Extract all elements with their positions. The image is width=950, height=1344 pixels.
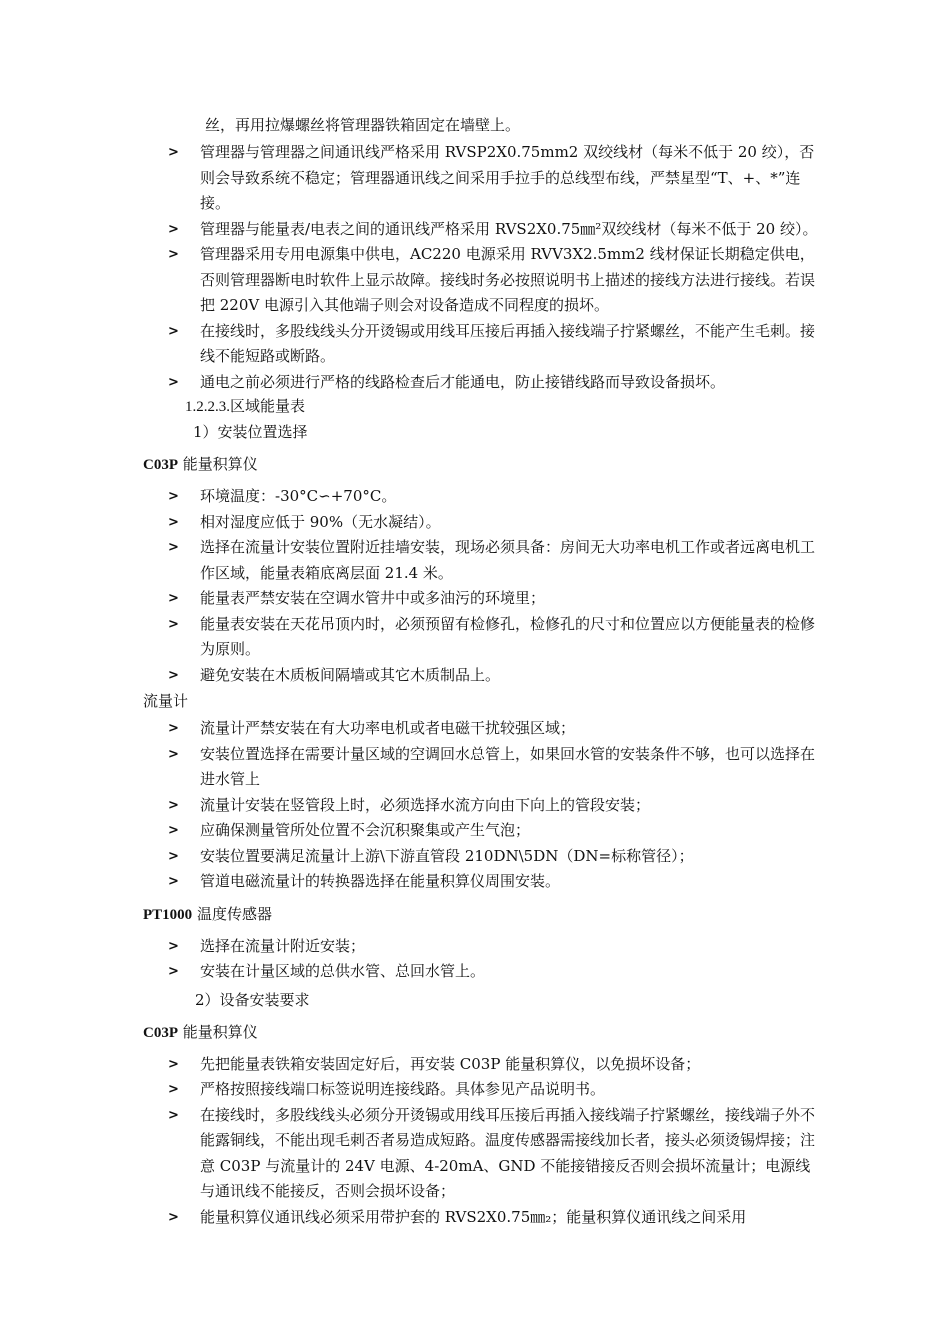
list-item: > 先把能量表铁箱安装固定好后，再安装 C03P 能量积算仪，以免损坏设备； bbox=[143, 1052, 823, 1078]
bullet-arrow-icon: > bbox=[168, 247, 179, 262]
list-item: > 管理器与管理器之间通讯线严格采用 RVSP2X0.75mm2 双绞线材（每米不低于 20 绞），否则会导致系统不稳定；管理器通讯线之间采用手拉手的总线型布线，严禁星型“T、+、*”连接。 bbox=[143, 140, 823, 217]
section-title-c03p-install: C03P 能量积算仪 bbox=[143, 1022, 258, 1041]
section-title-pt1000: PT1000 温度传感器 bbox=[143, 904, 272, 923]
subheading-install-requirements: 2）设备安装要求 bbox=[195, 990, 310, 1009]
list-item: > 安装在计量区域的总供水管、总回水管上。 bbox=[143, 959, 823, 985]
pt1000-location-list bbox=[143, 934, 823, 985]
bullet-arrow-icon: > bbox=[168, 323, 179, 339]
bullet-arrow-icon: > bbox=[168, 938, 179, 954]
list-item: > 流量计安装在竖管段上时，必须选择水流方向由下向上的管段安装； bbox=[143, 793, 823, 819]
subheading-install-location: 1）安装位置选择 bbox=[193, 423, 308, 441]
bullet-arrow-icon: > bbox=[168, 746, 179, 762]
list-item: > 选择在流量计安装位置附近挂墙安装，现场必须具备：房间无大功率电机工作或者远离电机工作区域，能量表箱底离层面 21.4 米。 bbox=[143, 535, 823, 586]
list-item: > 安装位置要满足流量计上游\下游直管段 210DN\5DN（DN=标称管径）； bbox=[143, 844, 823, 870]
bullet-arrow-icon: > bbox=[168, 797, 179, 813]
list-item: > 严格按照接线端口标签说明连接线路。具体参见产品说明书。 bbox=[143, 1077, 823, 1103]
bullet-arrow-icon: > bbox=[168, 374, 179, 390]
bullet-arrow-icon: > bbox=[168, 874, 179, 889]
section-title-c03p: C03P 能量积算仪 bbox=[143, 455, 258, 473]
list-item: > 避免安装在木质板间隔墙或其它木质制品上。 bbox=[143, 663, 823, 689]
list-item: > 安装位置选择在需要计量区域的空调回水总管上，如果回水管的安装条件不够，也可以选择在进水管上 bbox=[143, 742, 823, 793]
section-heading-area-meter: 1.2.2.3.区域能量表 bbox=[185, 399, 306, 415]
list-item: > 在接线时，多股线线头分开烫锡或用线耳压接后再插入接线端子拧紧螺丝，不能产生毛刺。接线不能短路或断路。 bbox=[143, 319, 823, 370]
bullet-arrow-icon: > bbox=[168, 221, 179, 237]
list-item: > 应确保测量管所处位置不会沉积聚集或产生气泡； bbox=[143, 818, 823, 844]
list-item: > 通电之前必须进行严格的线路检查后才能通电，防止接错线路而导致设备损坏。 bbox=[143, 370, 823, 396]
list-item: > 环境温度：-30°C∽+70°C。 bbox=[143, 484, 823, 510]
bullet-arrow-icon: > bbox=[168, 540, 179, 555]
list-item: > 相对湿度应低于 90%（无水凝结）。 bbox=[143, 510, 823, 536]
bullet-arrow-icon: > bbox=[168, 145, 179, 160]
bullet-arrow-icon: > bbox=[168, 616, 179, 632]
bullet-arrow-icon: > bbox=[168, 1209, 179, 1225]
bullet-arrow-icon: > bbox=[168, 514, 179, 530]
list-item: > 选择在流量计附近安装； bbox=[143, 934, 823, 960]
list-item: > 流量计严禁安装在有大功率电机或者电磁干扰较强区域； bbox=[143, 716, 823, 742]
flowmeter-location-list bbox=[143, 716, 823, 895]
bullet-arrow-icon: > bbox=[168, 823, 179, 838]
bullet-arrow-icon: > bbox=[168, 489, 179, 504]
bullet-arrow-icon: > bbox=[168, 667, 179, 683]
bullet-arrow-icon: > bbox=[168, 1107, 179, 1123]
bullet-arrow-icon: > bbox=[168, 591, 179, 606]
list-item: > 能量表安装在天花吊顶内时，必须预留有检修孔，检修孔的尺寸和位置应以方便能量表的检修为原则。 bbox=[143, 612, 823, 663]
bullet-arrow-icon: > bbox=[168, 1056, 179, 1072]
bullet-arrow-icon: > bbox=[168, 964, 179, 979]
list-item: > 在接线时，多股线线头必须分开烫锡或用线耳压接后再插入接线端子拧紧螺丝，接线端子外不能露铜线，不能出现毛刺否者易造成短路。温度传感器需接线加长者，接头必须烫锡焊接；注意 C03P 与流量计的 24V 电源、4-20mA、GND 不能接错接反否则会损坏流量计；电源线与通讯线不能接反，否则会损坏设备； bbox=[143, 1103, 823, 1205]
list-item: > 能量表严禁安装在空调水管井中或多油污的环境里； bbox=[143, 586, 823, 612]
list-item: > 管理器采用专用电源集中供电，AC220 电源采用 RVV3X2.5mm2 线材保证长期稳定供电，否则管理器断电时软件上显示故障。接线时务必按照说明书上描述的接线方法进行接线。若误把 220V 电源引入其他端子则会对设备造成不同程度的损坏。 bbox=[143, 242, 823, 319]
bullet-arrow-icon: > bbox=[168, 1082, 179, 1097]
list-item: > 能量积算仪通讯线必须采用带护套的 RVS2X0.75㎜₂；能量积算仪通讯线之间采用 bbox=[143, 1205, 823, 1231]
list-item: > 管道电磁流量计的转换器选择在能量积算仪周围安装。 bbox=[143, 869, 823, 895]
document-body bbox=[143, 112, 823, 1230]
bullet-arrow-icon: > bbox=[168, 721, 179, 736]
section-title-flowmeter: 流量计 bbox=[143, 692, 189, 710]
c03p-location-list bbox=[143, 484, 823, 688]
wiring-requirements-list bbox=[143, 140, 823, 395]
continuation-text: 丝，再用拉爆螺丝将管理器铁箱固定在墙壁上。 bbox=[205, 116, 521, 134]
list-item: > 管理器与能量表/电表之间的通讯线严格采用 RVS2X0.75㎜²双绞线材（每米不低于 20 绞）。 bbox=[143, 217, 823, 243]
bullet-arrow-icon: > bbox=[168, 848, 179, 864]
c03p-install-list bbox=[143, 1052, 823, 1231]
